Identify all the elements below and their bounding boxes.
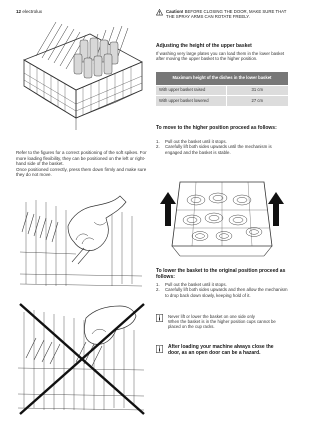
table-header: Maximum height of the dishes in the lower basket [156, 72, 288, 85]
caution-message: BEFORE CLOSING THE DOOR, MAKE SURE THAT THE SPRAY ARMS CAN ROTATE FREELY. [166, 9, 287, 20]
table-row [156, 96, 288, 107]
caution-label: Caution! [166, 9, 184, 14]
page-number: 12 [16, 9, 22, 14]
info-line-2: When the basket is in the higher position cups cannot be placed on the cup racks. [168, 319, 276, 330]
list-item [156, 144, 288, 155]
upper-basket-figure [156, 170, 288, 262]
incorrect-positioning-figure [16, 298, 148, 418]
warning-icon [156, 9, 163, 16]
step-number: 1. [156, 139, 160, 144]
step-text: Carefully lift both sides upwards until the mechanism is engaged and the basket is stable. [165, 144, 272, 155]
step-text: Pull out the basket until it stops. [165, 139, 227, 144]
table-row-value: 31 cm [226, 85, 288, 96]
step-text: Carefully lift both sides upwards and then allow the mechanism to drop back down slowly, keeping hold of it. [165, 287, 288, 298]
table-row-value: 27 cm [226, 96, 288, 107]
info-icon [156, 314, 163, 322]
hand-positioning-figure [16, 192, 148, 292]
basket-spikes-figure [16, 20, 148, 138]
brand-name: electrolux [22, 9, 43, 14]
lower-original-steps [156, 282, 288, 298]
adjust-height-heading: Adjusting the height of the upper basket [156, 43, 252, 49]
table-row-label: With upper basket raised [156, 85, 226, 96]
step-number: 1. [156, 282, 160, 287]
move-higher-heading: To move to the higher position proceed as follows: [156, 125, 277, 131]
table-row-label: With upper basket lowered [156, 96, 226, 107]
step-number: 2. [156, 287, 160, 293]
spikes-paragraph-2: Once positioned correctly, press them down firmly and make sure they do not move. [16, 166, 147, 178]
lower-original-heading: To lower the basket to the original position proceed as follows: [156, 268, 286, 280]
caution-text-block [166, 9, 287, 19]
step-text: Pull out the basket until it stops. [165, 282, 227, 287]
table-row [156, 85, 288, 96]
page-header [16, 9, 42, 14]
list-item [156, 287, 288, 298]
info-line-1: Never lift or lower the basket on one side only [168, 314, 255, 319]
info-text-block [168, 314, 286, 330]
spikes-description [16, 150, 147, 178]
adjust-height-text: If washing very large plates you can load them in the lower basket after moving the upper basket to the higher position. [156, 51, 285, 62]
info-icon [156, 345, 163, 353]
door-hazard-text: After loading your machine always close the door, as an open door can be a hazard. [168, 344, 274, 356]
step-number: 2. [156, 144, 160, 150]
spikes-paragraph-1: Refer to the figures for a correct positioning of the soft spikes. For more loading flexibility, they can be positioned on the left or right-hand side of the basket. [16, 150, 147, 167]
move-higher-steps [156, 139, 288, 155]
max-height-table [156, 72, 288, 106]
